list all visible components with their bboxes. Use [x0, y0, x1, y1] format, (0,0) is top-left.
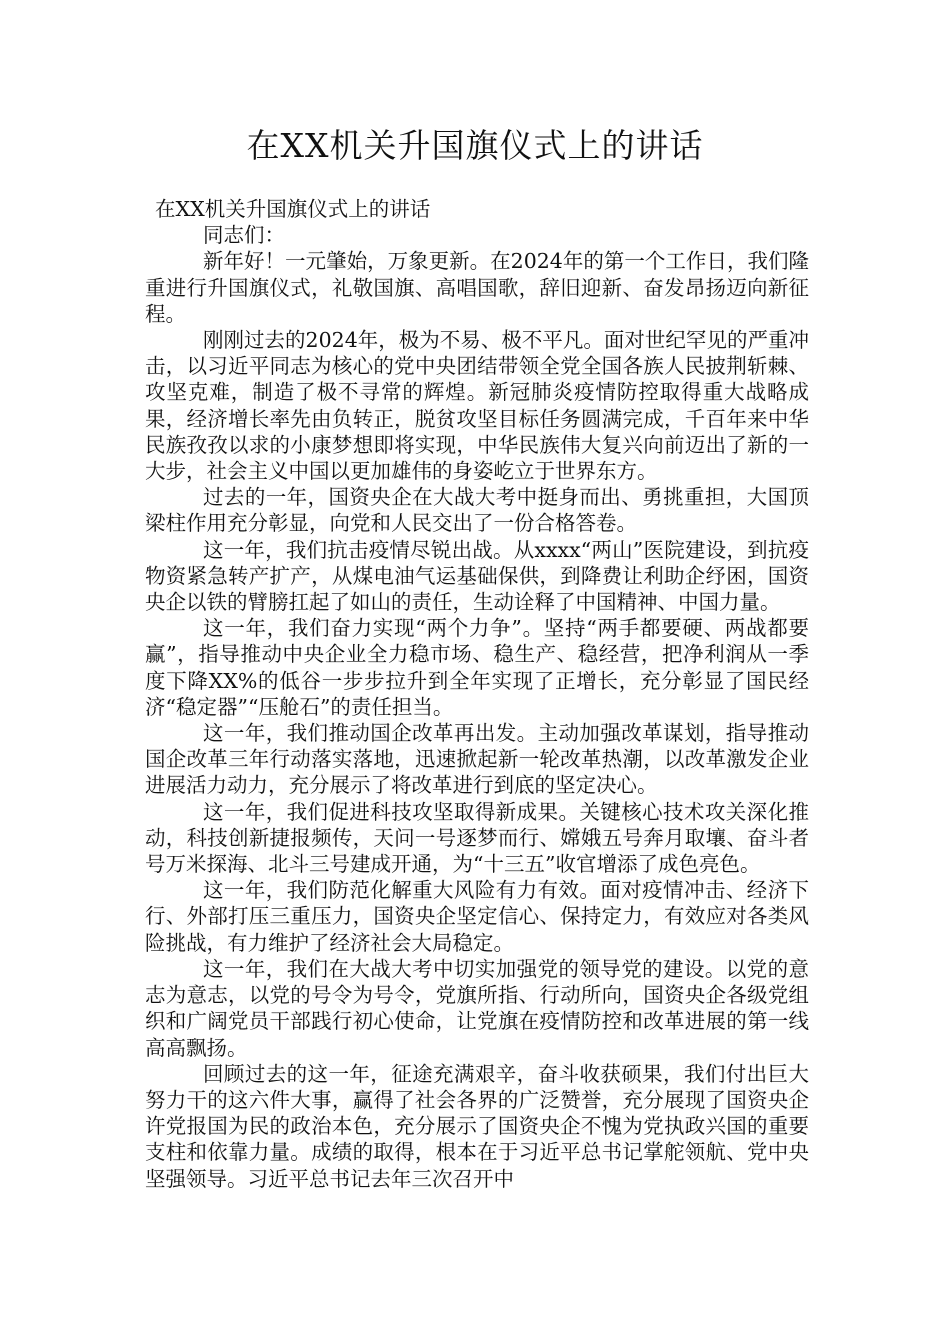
paragraph: 这一年，我们防范化解重大风险有力有效。面对疫情冲击、经济下行、外部打压三重压力，国资央企坚定信心、保持定力，有效应对各类风险挑战，有力维护了经济社会大局稳定。	[145, 878, 809, 955]
paragraph: 这一年，我们抗击疫情尽锐出战。从xxxx“两山”医院建设，到抗疫物资紧急转产扩产，从煤电油气运基础保供，到降费让利助企纾困，国资央企以铁的臂膀扛起了如山的责任，生动诠释了中国精神、中国力量。	[145, 537, 809, 615]
document-title: 在XX机关升国旗仪式上的讲话	[246, 126, 704, 165]
paragraph: 这一年，我们在大战大考中切实加强党的领导党的建设。以党的意志为意志，以党的号令为号令，党旗所指、行动所向，国资央企各级党组织和广阔党员干部践行初心使命，让党旗在疫情防控和改革进展的第一线高高飘扬。	[145, 956, 809, 1060]
paragraph: 这一年，我们奋力实现“两个力争”。坚持“两手都要硬、两战都要赢”，指导推动中央企业全力稳市场、稳生产、稳经营，把净利润从一季度下降XX%的低谷一步步拉升到全年实现了正增长，充分彰显了国民经济“稳定器”“压舱石”的责任担当。	[145, 616, 809, 719]
salutation: 同志们：	[203, 223, 285, 248]
paragraph: 这一年，我们促进科技攻坚取得新成果。关键核心技术攻关深化推动，科技创新捷报频传，天问一号逐梦而行、嫦娥五号奔月取壤、奋斗者号万米探海、北斗三号建成开通，为“十三五”收官增添了成色亮色。	[145, 799, 809, 877]
document-subtitle: 在XX机关升国旗仪式上的讲话	[155, 197, 431, 221]
paragraph: 新年好！一元肇始，万象更新。在2024年的第一个工作日，我们隆重进行升国旗仪式，礼敬国旗、高唱国歌，辞旧迎新、奋发昂扬迈向新征程。	[145, 249, 809, 326]
paragraph: 刚刚过去的2024年，极为不易、极不平凡。面对世纪罕见的严重冲击，以习近平同志为核心的党中央团结带领全党全国各族人民披荆斩棘、攻坚克难，制造了极不寻常的辉煌。新冠肺炎疫情防控取得重大战略成果，经济增长率先由负转正，脱贫攻坚目标任务圆满完成，千百年来中华民族孜孜以求的小康梦想即将实现，中华民族伟大复兴向前迈出了新的一大步，社会主义中国以更加雄伟的身姿屹立于世界东方。	[145, 328, 809, 484]
paragraph: 回顾过去的这一年，征途充满艰辛，奋斗收获硕果，我们付出巨大努力干的这六件大事，赢得了社会各界的广泛赞誉，充分展现了国资央企许党报国为民的政治本色，充分展示了国资央企不愧为党执政兴国的重要支柱和依靠力量。成绩的取得，根本在于习近平总书记掌舵领航、党中央坚强领导。习近平总书记去年三次召开中	[145, 1061, 809, 1191]
paragraph: 这一年，我们推动国企改革再出发。主动加强改革谋划，指导推动国企改革三年行动落实落地，迅速掀起新一轮改革热潮，以改革激发企业进展活力动力，充分展示了将改革进行到底的坚定决心。	[145, 721, 809, 798]
document-body	[145, 196, 809, 1192]
paragraph: 过去的一年，国资央企在大战大考中挺身而出、勇挑重担，大国顶梁柱作用充分彰显，向党和人民交出了一份合格答卷。	[145, 485, 809, 536]
